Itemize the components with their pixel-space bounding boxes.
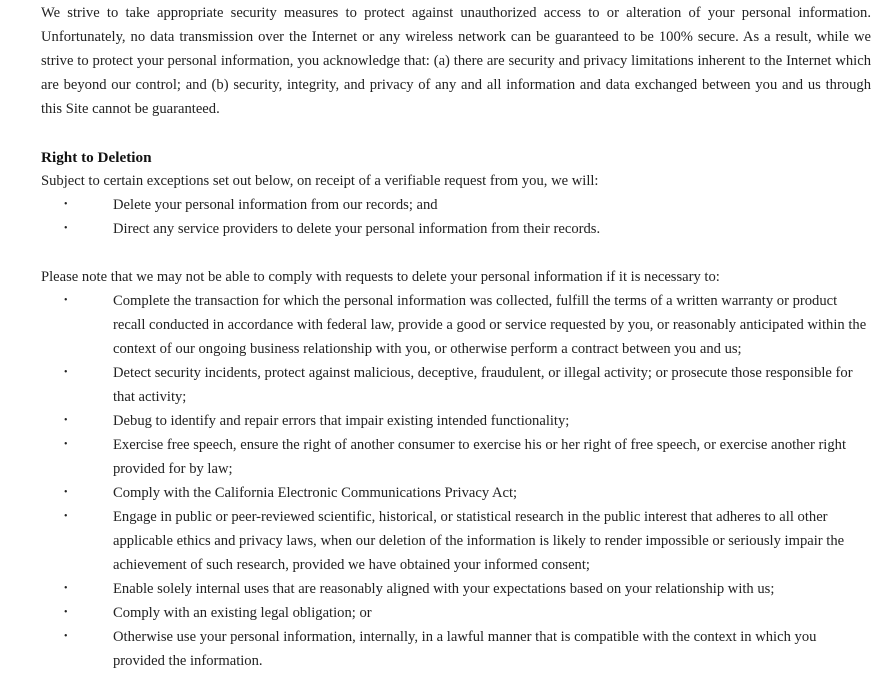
exceptions-intro: Please note that we may not be able to comply with requests to delete your personal information if it is necessary to: — [41, 269, 720, 285]
list-item-text: Comply with the California Electronic Communications Privacy Act; — [113, 485, 518, 501]
bullet-icon: • — [64, 583, 68, 594]
bullet-icon: • — [64, 511, 68, 522]
bullet-icon: • — [64, 607, 68, 618]
list-item-text: Engage in public or peer-reviewed scientific, historical, or statistical research in the public interest that adheres to all other applicable ethics and privacy laws, when our deletion of the information is likely to render impossible or seriously impair the achievement of such research, provided we have obtained your informed consent; — [113, 509, 845, 573]
policy-content — [41, 1, 871, 673]
list-item-text: Otherwise use your personal information, internally, in a lawful manner that is compatible with the context in which you provided the information. — [113, 629, 817, 669]
bullet-icon: • — [64, 199, 68, 210]
list-item — [41, 625, 871, 673]
list-item — [41, 505, 871, 577]
list-item-text: Complete the transaction for which the personal information was collected, fulfill the terms of a written warranty or product recall conducted in accordance with federal law, provide a good or service requested by you, or reasonably anticipated within the context of our ongoing business relationship with you, or otherwise perform a contract between you and us; — [113, 293, 867, 357]
security-paragraph: We strive to take appropriate security measures to protect against unauthorized access to or alteration of your personal information. Unfortunately, no data transmission over the Internet or any wireless network can be guaranteed to be 100% secure. As a result, while we strive to protect your personal information, you acknowledge that: (a) there are security and privacy limitations inherent to the Internet which are beyond our control; and (b) security, integrity, and privacy of any and all information and data exchanged between you and us through this Site cannot be guaranteed. — [41, 5, 871, 117]
list-item — [41, 409, 871, 433]
exceptions-list — [41, 289, 871, 673]
list-item-text: Enable solely internal uses that are reasonably aligned with your expectations based on your relationship with us; — [113, 581, 775, 597]
list-item — [41, 577, 871, 601]
bullet-icon: • — [64, 439, 68, 450]
bullet-icon: • — [64, 295, 68, 306]
list-item — [41, 217, 871, 241]
list-item — [41, 433, 871, 481]
bullet-icon: • — [64, 487, 68, 498]
list-item — [41, 289, 871, 361]
bullet-icon: • — [64, 367, 68, 378]
list-item-text: Delete your personal information from our records; and — [113, 197, 438, 213]
list-item-text: Comply with an existing legal obligation; or — [113, 605, 372, 621]
list-item — [41, 601, 871, 625]
list-item-text: Direct any service providers to delete your personal information from their records. — [113, 221, 601, 237]
list-item-text: Exercise free speech, ensure the right of another consumer to exercise his or her right of free speech, or exercise another right provided for by law; — [113, 437, 847, 477]
list-item-text: Debug to identify and repair errors that impair existing intended functionality; — [113, 413, 570, 429]
deletion-list — [41, 193, 871, 241]
deletion-intro: Subject to certain exceptions set out below, on receipt of a verifiable request from you, we will: — [41, 173, 599, 189]
list-item — [41, 193, 871, 217]
list-item — [41, 481, 871, 505]
bullet-icon: • — [64, 415, 68, 426]
bullet-icon: • — [64, 223, 68, 234]
deletion-heading: Right to Deletion — [41, 149, 152, 166]
bullet-icon: • — [64, 631, 68, 642]
list-item-text: Detect security incidents, protect against malicious, deceptive, fraudulent, or illegal activity; or prosecute those responsible for that activity; — [113, 365, 853, 405]
list-item — [41, 361, 871, 409]
